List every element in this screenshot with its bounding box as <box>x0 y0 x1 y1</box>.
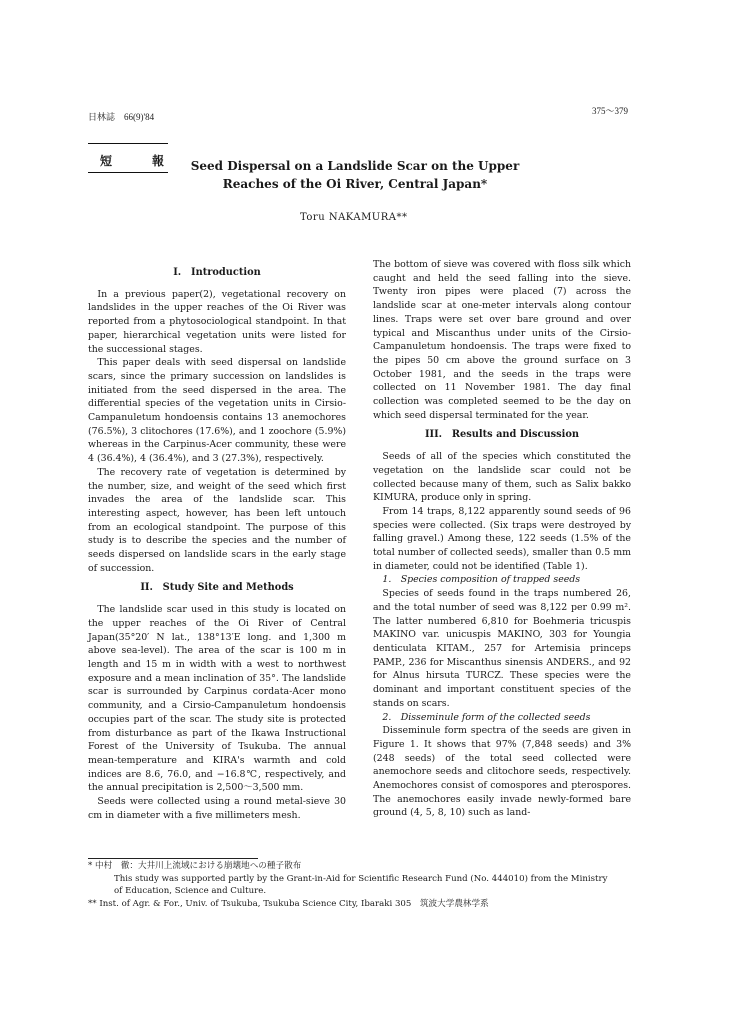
methods-paragraph-3: The bottom of sieve was covered with floss silk which caught and held the seed falling into the sieve. Twenty iron pipes were placed (7) across the landslide scar at one-meter intervals along contour lines. Traps were set over bare ground and over typical and Miscanthus under units of the Cirsio-Campanuletum hondoensis. The traps were fixed to the pipes 50 cm above the ground surface on 3 October 1981, and the seeds in the traps were collected on 11 November 1981. The day final collection was completed seemed to be the day on which seed dispersal terminated for the year. <box>373 259 631 421</box>
subsection-2-paragraph: Disseminule form spectra of the seeds are given in Figure 1. It shows that 97% (7,848 seeds) and 3% (248 seeds) of the total seed collected were anemochore seeds and clitochore seeds, respectively. Anemochores consist of comospores and pterospores. The anemochores easily invade newly-formed bare ground (4, 5, 8, 10) such as land- <box>373 725 631 819</box>
page-range: 375〜379 <box>591 106 628 116</box>
footnotes <box>88 860 648 910</box>
results-paragraph-2: From 14 traps, 8,122 apparently sound seeds of 96 species were collected. (Six traps were destroyed by falling gravel.) Among these, 122 seeds (1.5% of the total number of collected seeds), smaller than 0.5 mm in diameter, could not be identified (Table 1). <box>373 505 631 572</box>
methods-paragraph-1: The landslide scar used in this study is located on the upper reaches of the Oi River of Central Japan(35°20′ N lat., 138°13′E long. and 1,300 m above sea-level). The area of the scar is 100 m in length and 15 m in width with a west to northwest exposure and a mean inclination of 35°. The landslide scar is surrounded by Carpinus cordata-Acer mono community, and a Cirsio-Campanuletum hondoensis occupies part of the scar. The study site is protected from disturbance as part of the Ikawa Instructional Forest of the University of Tsukuba. The annual mean-temperature and KIRA's warmth and cold indices are 8.6, 76.0, and −16.8℃, respectively, and the annual precipitation is 2,500〜3,500 mm. <box>88 604 346 794</box>
journal-citation: 日林誌 66(9)'84 <box>88 112 155 122</box>
intro-paragraph-2: This paper deals with seed dispersal on landslide scars, since the primary succession on landslides is initiated from the seed dispersed in the area. The differential species of the vegetation units in Cirsio-Campanuletum hondoensis contains 13 anemochores (76.5%), 3 clitochores (17.6%), and 1 zoochore (5.9%) whereas in the Carpinus-Acer community, these were 4 (36.4%), 4 (36.4%), and 3 (27.3%), respectively. <box>88 357 346 465</box>
subsection-1-paragraph: Species of seeds found in the traps numbered 26, and the total number of seed was 8,122 per 0.99 m². The latter numbered 6,810 for Boehmeria tricuspis MAKINO var. unicuspis MAKINO, 303 for Youngia denticulata KITAM., 257 for Artemisia princeps PAMP., 236 for Miscanthus sinensis ANDERS., and 92 for Alnus hirsuta TURCZ. These species were the dominant and important constituent species of the stands on scars. <box>373 588 631 709</box>
title-line-1: Seed Dispersal on a Landslide Scar on the Upper <box>190 159 520 173</box>
results-paragraph-1: Seeds of all of the species which constituted the vegetation on the landslide scar could not be collected because many of them, such as Salix bakko KIMURA, produce only in spring. <box>373 451 631 504</box>
intro-heading: I. Introduction <box>173 267 261 278</box>
intro-paragraph-3: The recovery rate of vegetation is determined by the number, size, and weight of the seed which first invades the area of the landslide scar. This interesting aspect, however, has been left untouch from an ecological standpoint. The purpose of this study is to describe the species and the number of seeds dispersed on landslide scars in the early stage of succession. <box>88 466 346 574</box>
subsection-2-heading: 2. Disseminule form of the collected seeds <box>382 711 591 723</box>
intro-paragraph-1: In a previous paper(2), vegetational recovery on landslides in the upper reaches of the Oi River was reported from a phytosociological standpoint. In that paper, hierarchical vegetation units were listed for the successional stages. <box>88 288 346 355</box>
footnote-1-japanese: * 中村 徹：大井川上流域における崩壊地への種子散布 <box>88 861 302 871</box>
subsection-1-heading: 1. Species composition of trapped seeds <box>382 574 581 586</box>
category-label: 短 報 <box>100 154 179 168</box>
footnote-1-english: This study was supported partly by the Grant-in-Aid for Scientific Research Fund (No. 444010) from the Ministry <box>114 873 608 884</box>
category-rule-bottom <box>88 172 168 173</box>
methods-paragraph-2: Seeds were collected using a round metal-sieve 30 cm in diameter with a five millimeters mesh. <box>88 796 346 821</box>
category-rule-top <box>88 143 168 144</box>
footnote-1-english-cont: of Education, Science and Culture. <box>114 886 267 896</box>
results-heading: III. Results and Discussion <box>424 429 580 441</box>
title-line-2: Reaches of the Oi River, Central Japan* <box>222 177 488 191</box>
author-name: Toru NAKAMURA** <box>300 212 408 223</box>
footnote-rule <box>88 858 258 859</box>
left-column <box>88 260 346 822</box>
methods-heading: II. Study Site and Methods <box>140 582 294 594</box>
right-column <box>373 258 631 820</box>
paper-title <box>190 157 520 193</box>
footnote-2: ** Inst. of Agr. & For., Univ. of Tsukuba, Tsukuba Science City, Ibaraki 305 筑波大学農林学系 <box>88 898 489 909</box>
